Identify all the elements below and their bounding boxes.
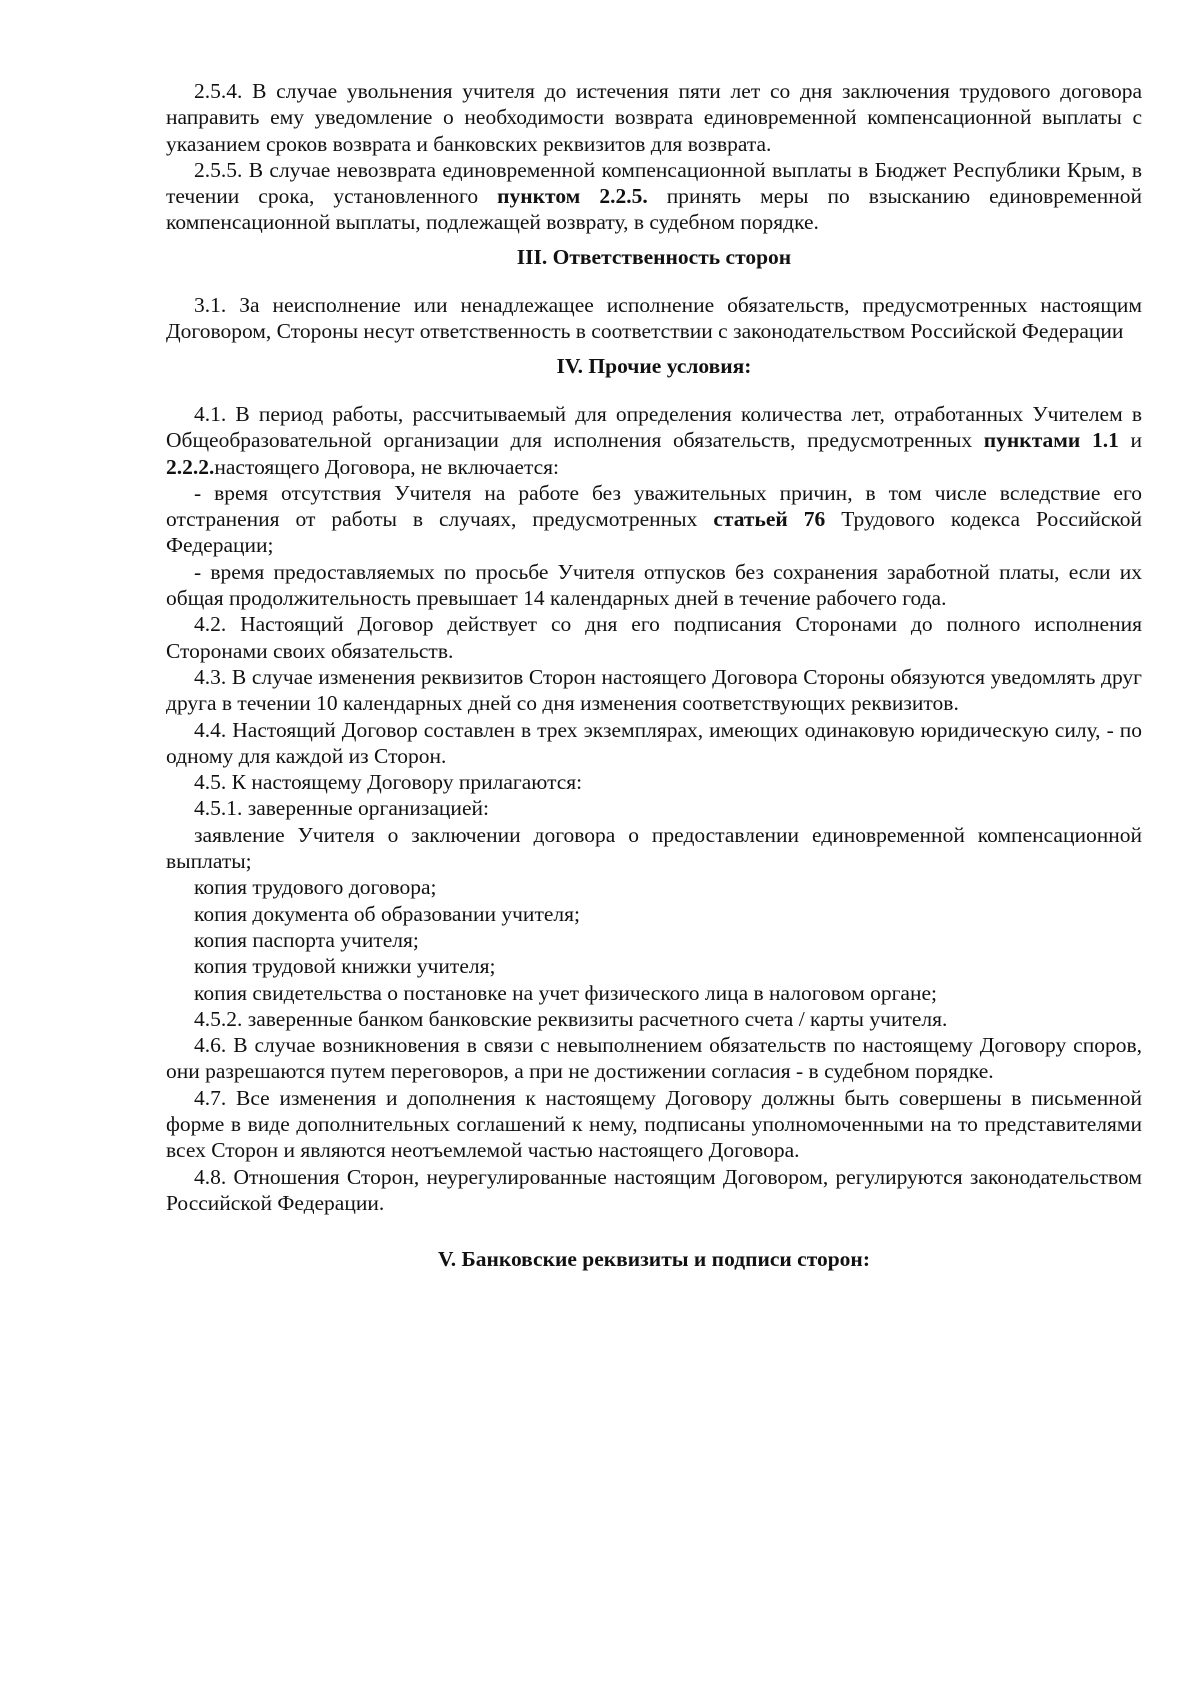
paragraph-4-5: 4.5. К настоящему Договору прилагаются: [194, 770, 583, 795]
attachment-item: копия трудового договора; [194, 875, 437, 900]
bold-reference: статьей 76 [713, 507, 826, 532]
paragraph-2-5-5: 2.5.5. В случае невозврата единовременной компенсационной выплаты в Бюджет Республики Крым, в течении срока, установленного пунктом 2.2.5. принять меры по взысканию единовременной компенсационной выплаты, подлежащей возврату, в судебном порядке. [166, 157, 1142, 235]
attachment-item: копия трудовой книжки учителя; [194, 954, 496, 979]
paragraph-4-5-1: 4.5.1. заверенные организацией: [194, 796, 489, 821]
paragraph-4-8: 4.8. Отношения Сторон, неурегулированные настоящим Договором, регулируются законодательством Российской Федерации. [166, 1164, 1142, 1215]
attachment-item: копия свидетельства о постановке на учет физического лица в налоговом органе; [194, 980, 937, 1005]
paragraph-4-7: 4.7. Все изменения и дополнения к настоящему Договору должны быть совершены в письменной форме в виде дополнительных соглашений к нему, подписаны уполномоченными на то представителями всех Сторон и являются неотъемлемой частью настоящего Договора. [166, 1085, 1142, 1163]
section-heading-4: IV. Прочие условия: [556, 353, 752, 378]
bold-reference: пунктом 2.2.5. [497, 184, 648, 209]
paragraph-4-4: 4.4. Настоящий Договор составлен в трех экземплярах, имеющих одинаковую юридическую силу, - по одному для каждой из Сторон. [166, 717, 1142, 768]
paragraph-3-1: 3.1. За неисполнение или ненадлежащее исполнение обязательств, предусмотренных настоящим Договором, Стороны несут ответственность в соответствии с законодательством Российской Федерации [166, 293, 1142, 344]
paragraph-4-2: 4.2. Настоящий Договор действует со дня его подписания Сторонами до полного исполнения Сторонами своих обязательств. [166, 612, 1142, 663]
attachment-item: заявление Учителя о заключении договора о предоставлении единовременной компенсационной выплаты; [166, 822, 1142, 874]
paragraph-4-1-dash-1: - время отсутствия Учителя на работе без уважительных причин, в том числе вследствие его отстранения от работы в случаях, предусмотренных статьей 76 Трудового кодекса Российской Федерации; [166, 480, 1143, 558]
paragraph-4-5-2: 4.5.2. заверенные банком банковские реквизиты расчетного счета / карты учителя. [194, 1006, 948, 1031]
attachment-item: копия паспорта учителя; [194, 927, 419, 952]
paragraph-4-6: 4.6. В случае возникновения в связи с невыполнением обязательств по настоящему Договору споров, они разрешаются путем переговоров, а при не достижении согласия - в судебном порядке. [166, 1033, 1142, 1084]
attachment-item: копия документа об образовании учителя; [194, 901, 580, 926]
paragraph-2-5-4: 2.5.4. В случае увольнения учителя до истечения пяти лет со дня заключения трудового договора направить ему уведомление о необходимости возврата единовременной компенсационной выплаты с указанием сроков возврата и банковских реквизитов для возврата. [166, 79, 1142, 156]
document-page [166, 78, 1142, 1272]
section-heading-3: III. Ответственность сторон [516, 244, 792, 269]
bold-reference: 2.2.2. [166, 454, 215, 479]
paragraph-4-1: 4.1. В период работы, рассчитываемый для определения количества лет, отработанных Учителем в Общеобразовательной организации для исполнения обязательств, предусмотренных пунктами 1.1 и 2.2.2.настоящего Договора, не включается: [166, 401, 1142, 479]
bold-reference: пунктами 1.1 [983, 428, 1119, 453]
section-heading-5: V. Банковские реквизиты и подписи сторон: [438, 1247, 870, 1272]
paragraph-4-3: 4.3. В случае изменения реквизитов Сторон настоящего Договора Стороны обязуются уведомлять друг друга в течении 10 календарных дней со дня изменения соответствующих реквизитов. [166, 664, 1142, 716]
paragraph-4-1-dash-2: - время предоставляемых по просьбе Учителя отпусков без сохранения заработной платы, если их общая продолжительность превышает 14 календарных дней в течение рабочего года. [166, 559, 1142, 611]
